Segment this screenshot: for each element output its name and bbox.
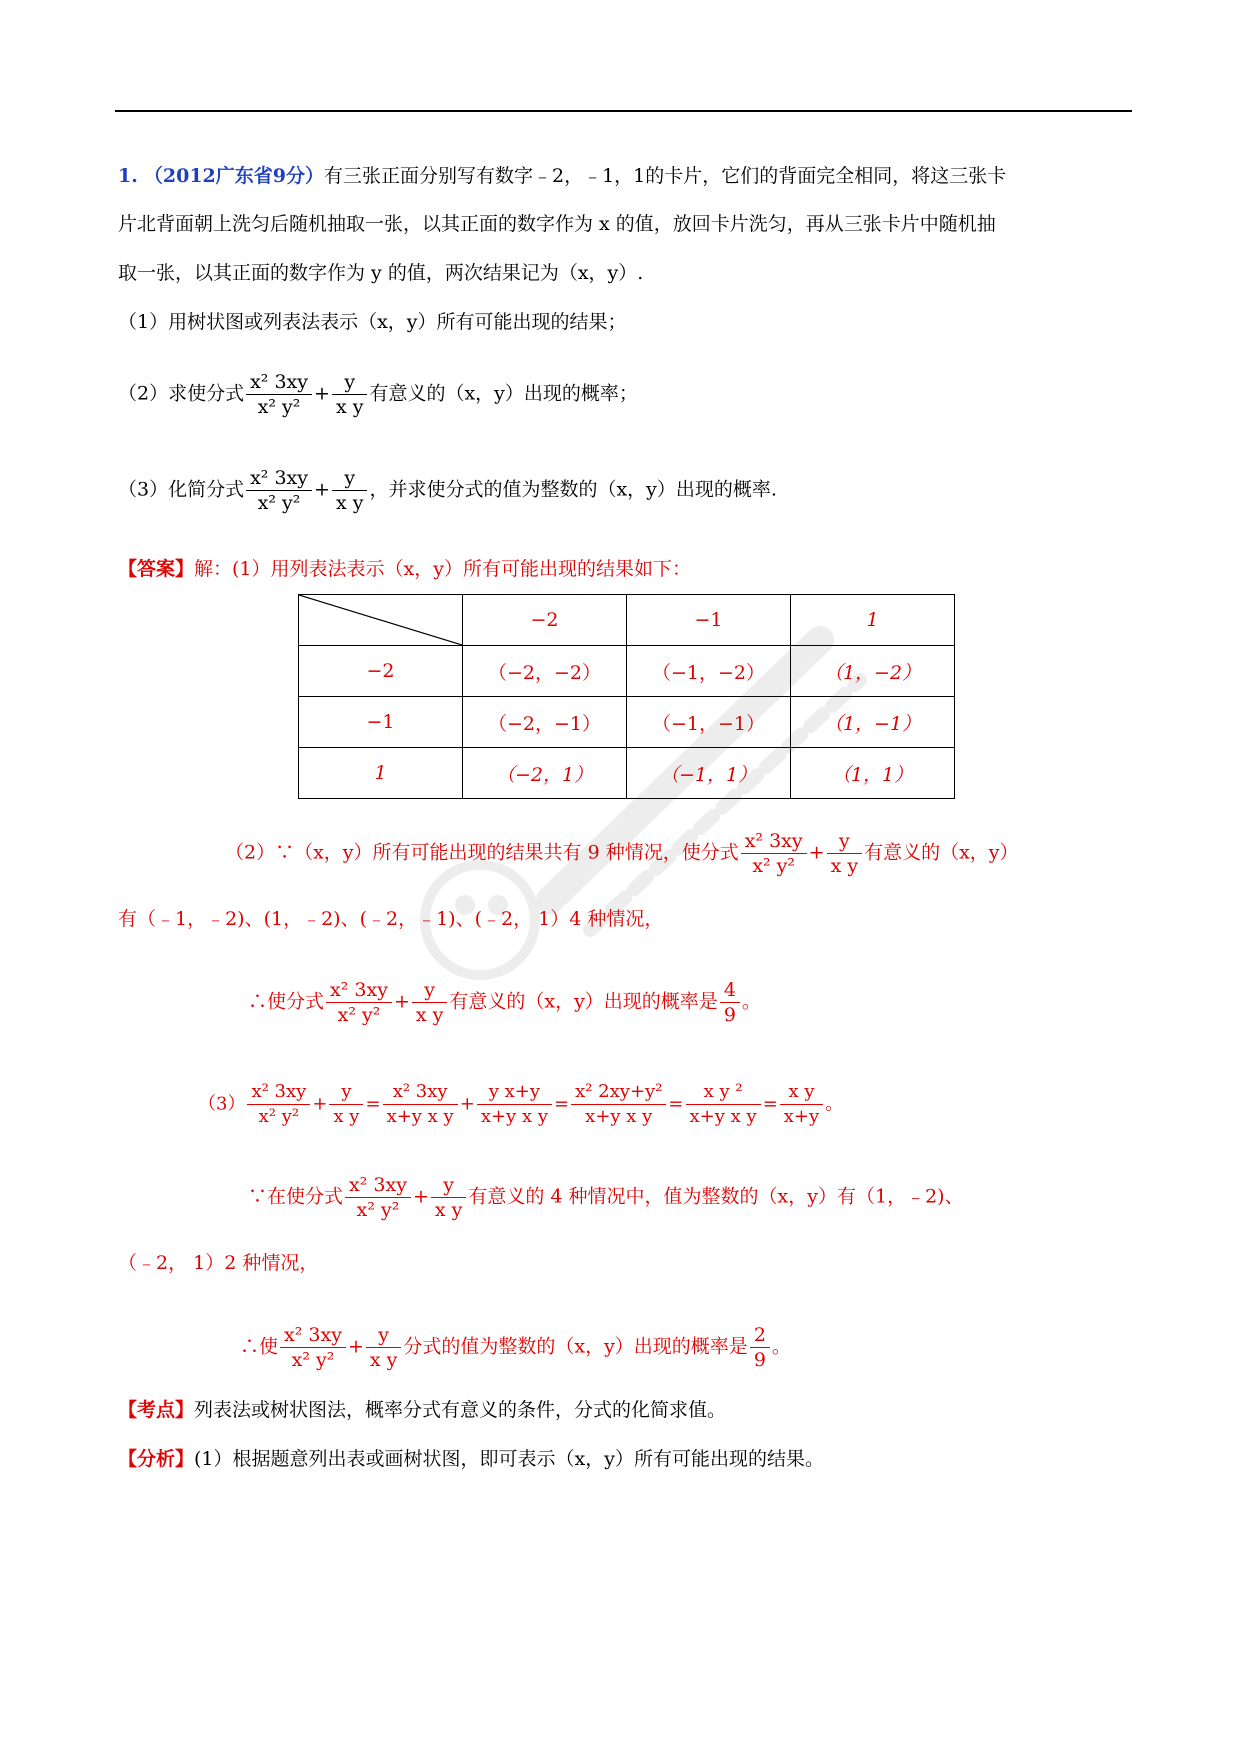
- problem-text-1: 有三张正面分别写有数字﹣2，﹣1，1的卡片，它们的背面完全相同，将这三张卡: [324, 165, 1007, 187]
- table-cell: （−1，1）: [627, 748, 791, 799]
- answer-part-3-conclusion: ∴使 $\frac{\text{x² 3xy}}{\text{x² y²}}$ + $\frac{y}{\text{x y}}$ 分式的值为整数的（x，y）出现的概率是 $\frac{2}{9}$ 。: [240, 1324, 791, 1371]
- kaodian-line: 【考点】列表法或树状图法，概率分式有意义的条件，分式的化简求值。: [118, 1399, 727, 1421]
- table-cell: （1，−2）: [791, 646, 955, 697]
- table-cell: （−1，−2）: [627, 646, 791, 697]
- table-cell: （−2，1）: [463, 748, 627, 799]
- problem-line-1: [118, 163, 1006, 189]
- question-1: （1）用树状图或列表法表示（x，y）所有可能出现的结果；: [118, 311, 627, 333]
- table-row: [299, 697, 955, 748]
- fraction-1: $\frac{\text{x² 3xy}}{\text{x² y²}}$: [345, 1173, 411, 1222]
- answer-label: 【答案】: [118, 558, 195, 580]
- probability-fraction: $\frac{4}{9}$: [720, 978, 740, 1027]
- table-header-cell: −1: [627, 595, 791, 646]
- table-header-cell: 1: [791, 595, 955, 646]
- table-cell: （−2，−1）: [463, 697, 627, 748]
- step-fraction: $\frac{\text{x² 2xy+y²}}{\text{x+y x y}}$: [571, 1080, 666, 1129]
- table-row-head: −2: [299, 646, 463, 697]
- step-fraction: $\frac{\text{y x+y}}{\text{x+y x y}}$: [477, 1080, 552, 1129]
- answer-part-2-conclusion: ∴使分式 $\frac{\text{x² 3xy}}{\text{x² y²}}$ + $\frac{y}{\text{x y}}$ 有意义的（x，y）出现的概率是 $\frac{4}{9}$ 。: [248, 979, 761, 1026]
- table-cell: （1，−1）: [791, 697, 955, 748]
- fraction-2: $\frac{y}{\text{x y}}$: [329, 1080, 363, 1129]
- table-cell: （−1，−1）: [627, 697, 791, 748]
- answer-part-2-cases: 有（﹣1，﹣2)、(1，﹣2)、(﹣2，﹣1)、(﹣2， 1）4 种情况，: [118, 908, 664, 930]
- header-rule: [115, 110, 1132, 112]
- step-fraction: $\frac{\text{x² 3xy}}{\text{x+y x y}}$: [383, 1080, 458, 1129]
- fraction-1: $\frac{\text{x² 3xy}}{\text{x² y²}}$: [247, 1080, 310, 1129]
- question-3: （3）化简分式 $\frac{\text{x² 3xy}}{\text{x² y²}}$ + $\frac{y}{\text{x y}}$ ，并求使分式的值为整数的（x，y）出现的概率.: [118, 467, 777, 514]
- fraction-2: $\frac{y}{\text{x y}}$: [366, 1323, 402, 1372]
- result-table: [298, 594, 955, 799]
- problem-number: 1.: [118, 165, 138, 187]
- table-header-cell: −2: [463, 595, 627, 646]
- fraction-2: $\frac{y}{\text{x y}}$: [332, 370, 368, 419]
- fraction-2: $\frac{y}{\text{x y}}$: [827, 829, 863, 878]
- fenxi-label: 【分析】: [118, 1448, 195, 1470]
- fraction-1: $\frac{\text{x² 3xy}}{\text{x² y²}}$: [246, 466, 312, 515]
- fraction-1: $\frac{\text{x² 3xy}}{\text{x² y²}}$: [741, 829, 807, 878]
- table-row-head: 1: [299, 748, 463, 799]
- answer-intro: 【答案】解：(1）用列表法表示（x，y）所有可能出现的结果如下：: [118, 558, 691, 580]
- step-fraction: $\frac{\text{x y ²}}{\text{x+y x y}}$: [686, 1080, 761, 1129]
- answer-part-3-simplification: （3） $\frac{\text{x² 3xy}}{\text{x² y²}}$ + $\frac{y}{\text{x y}}$ = $\frac{\text{x² 3xy}}{\text{x+y x y}}$ + $\frac{\text{y x+y}}{\text{x+y x y}}$ = $\frac{\text{x² 2xy+y²}}{\text{x+y x y}}$ = $\frac{\text{x y ²}}{\text{x+y x y}}$ = $\frac{\text{x y}}{x+y}$ 。: [198, 1081, 844, 1127]
- kaodian-label: 【考点】: [118, 1399, 195, 1421]
- table-cell: （1，1）: [791, 748, 955, 799]
- problem-line-3: 取一张，以其正面的数字作为 y 的值，两次结果记为（x，y）.: [118, 262, 644, 284]
- fraction-1: $\frac{\text{x² 3xy}}{\text{x² y²}}$: [280, 1323, 346, 1372]
- fraction-1: $\frac{\text{x² 3xy}}{\text{x² y²}}$: [246, 370, 312, 419]
- problem-line-2: 片北背面朝上洗匀后随机抽取一张，以其正面的数字作为 x 的值，放回卡片洗匀，再从三张卡片中随机抽: [118, 213, 996, 235]
- fraction-1: $\frac{\text{x² 3xy}}{\text{x² y²}}$: [326, 978, 392, 1027]
- probability-fraction: $\frac{2}{9}$: [750, 1323, 770, 1372]
- answer-part-3-cases-2: （﹣2， 1）2 种情况，: [118, 1252, 319, 1274]
- fraction-2: $\frac{y}{\text{x y}}$: [332, 466, 368, 515]
- fenxi-line: 【分析】(1）根据题意列出表或画树状图，即可表示（x，y）所有可能出现的结果。: [118, 1448, 824, 1470]
- table-row: [299, 748, 955, 799]
- table-row: [299, 646, 955, 697]
- question-2: （2）求使分式 $\frac{\text{x² 3xy}}{\text{x² y²}}$ + $\frac{y}{\text{x y}}$ 有意义的（x，y）出现的概率；: [118, 371, 638, 418]
- table-row-head: −1: [299, 697, 463, 748]
- fraction-2: $\frac{y}{\text{x y}}$: [412, 978, 448, 1027]
- step-fraction: $\frac{\text{x y}}{x+y}$: [780, 1080, 823, 1129]
- answer-part-3-cases: ∵在使分式 $\frac{\text{x² 3xy}}{\text{x² y²}}$ + $\frac{y}{\text{x y}}$ 有意义的 4 种情况中，值为整数的（x，y）有（1，﹣2)、: [248, 1174, 964, 1221]
- diagonal-line: [299, 595, 462, 645]
- table-corner: [299, 595, 463, 646]
- problem-source: （2012广东省9分）: [143, 165, 324, 187]
- table-cell: （−2，−2）: [463, 646, 627, 697]
- fraction-2: $\frac{y}{\text{x y}}$: [431, 1173, 467, 1222]
- answer-part-2: （2）∵（x，y）所有可能出现的结果共有 9 种情况，使分式 $\frac{\text{x² 3xy}}{\text{x² y²}}$ + $\frac{y}{\text{x y}}$ 有意义的（x，y）: [225, 830, 1019, 877]
